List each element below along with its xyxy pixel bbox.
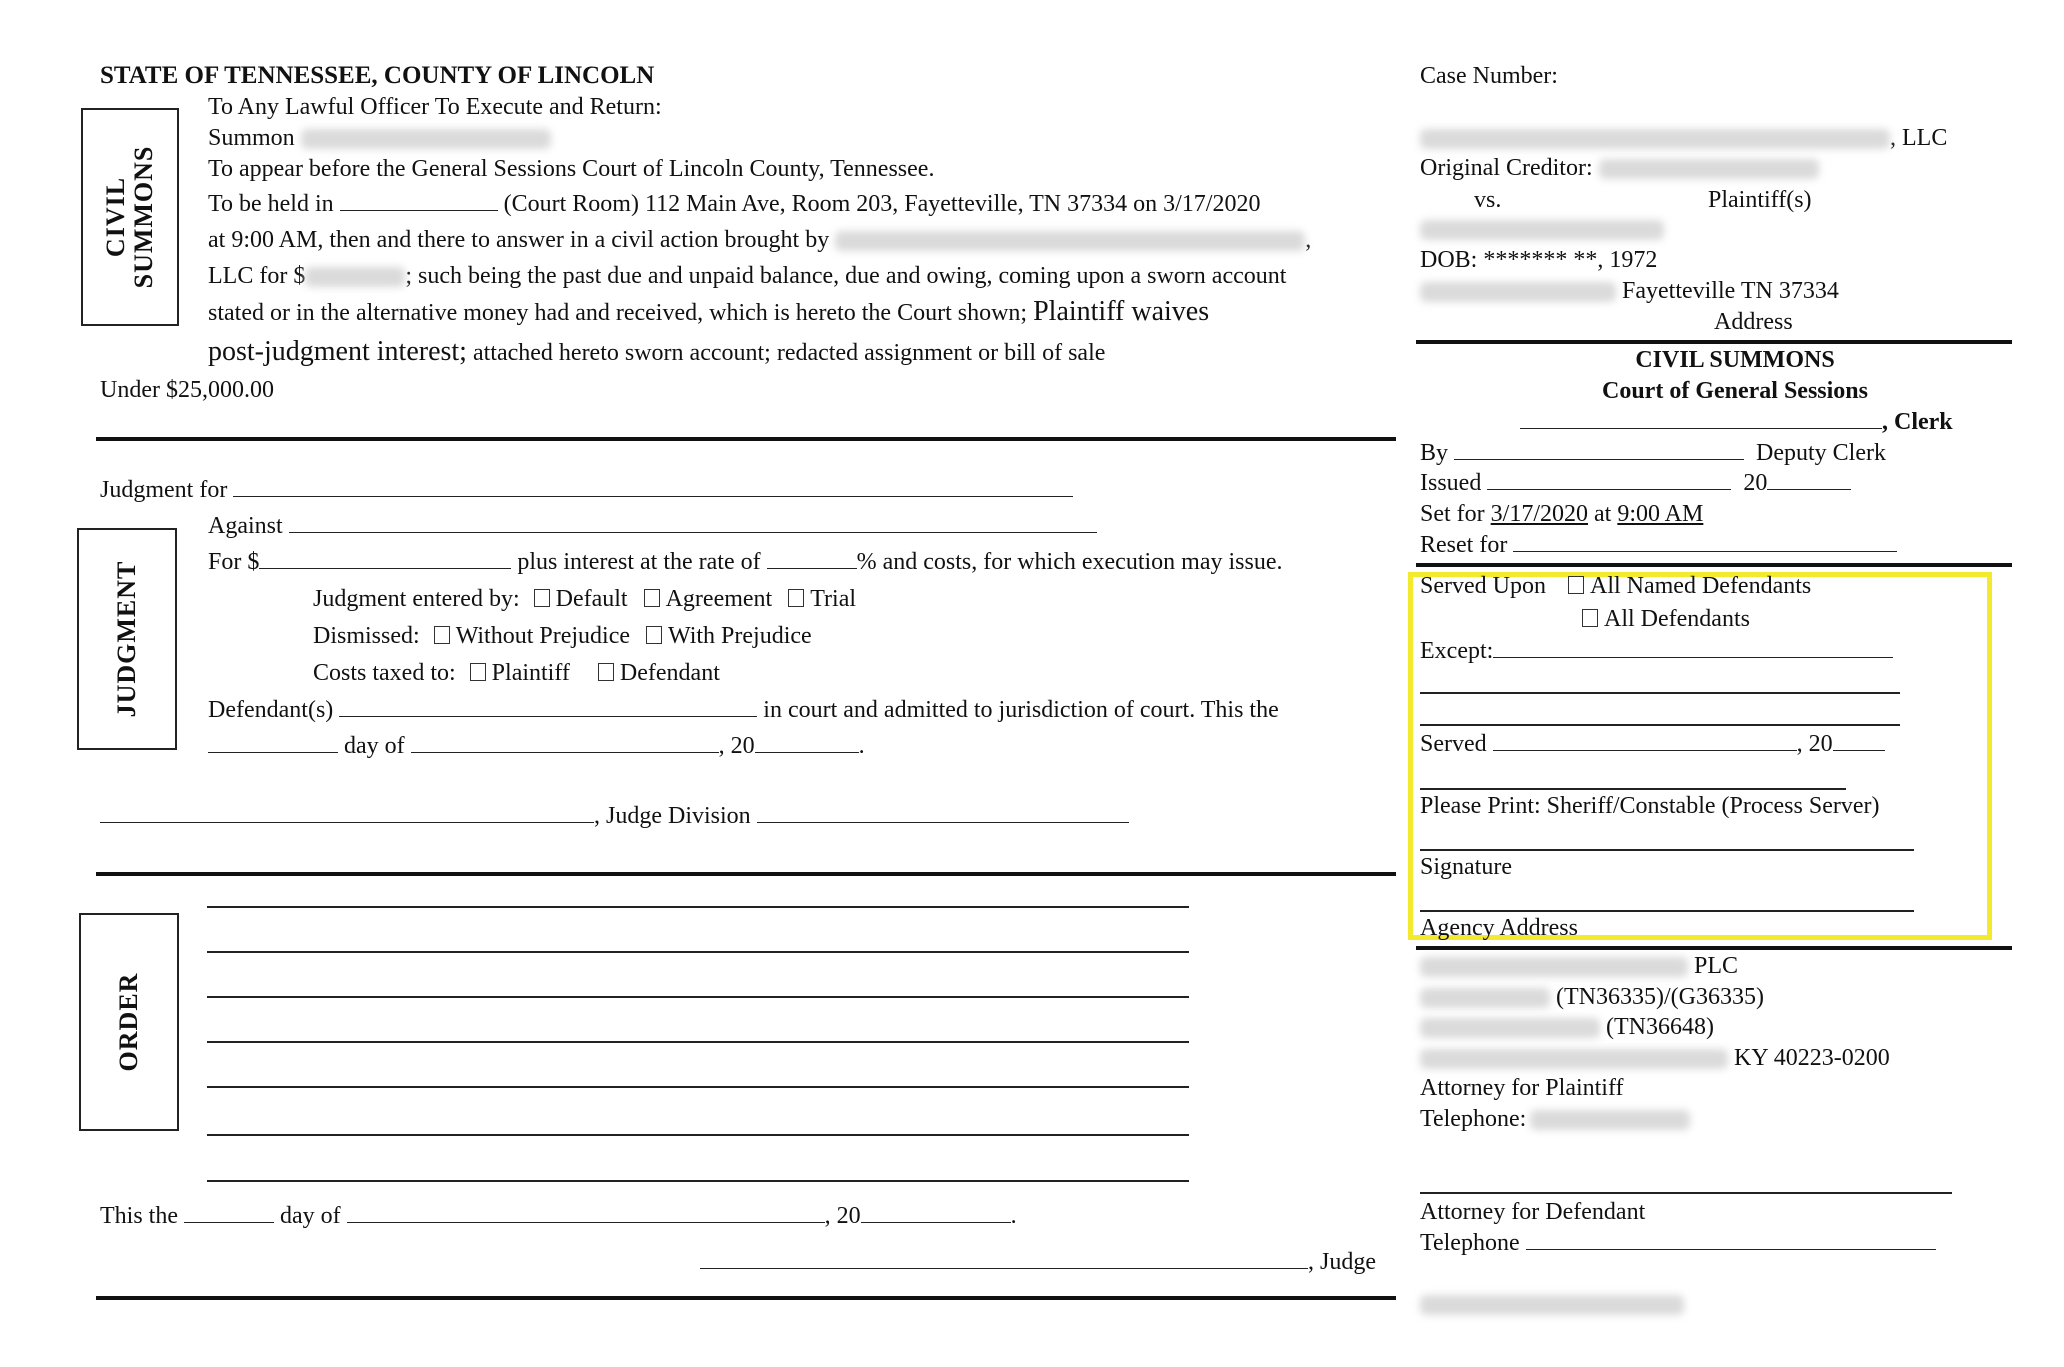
order-label-box (79, 913, 179, 1131)
state-county-title: STATE OF TENNESSEE, COUNTY OF LINCOLN (100, 62, 655, 89)
agency-address-label: Agency Address (1420, 915, 1578, 941)
signature-line[interactable] (1420, 910, 1914, 912)
dismissed-label: Dismissed: (313, 623, 420, 649)
order-day-blank[interactable] (184, 1202, 274, 1223)
right-divider-top (1416, 340, 2012, 344)
defendant-telephone-label: Telephone (1420, 1230, 1520, 1256)
year-label: , 20 (718, 733, 755, 759)
order-year-label: , 20 (824, 1203, 861, 1229)
day-of-label: day of (344, 733, 405, 759)
with-prejudice-checkbox[interactable] (646, 626, 662, 644)
officer-line: To Any Lawful Officer To Execute and Return: (208, 94, 662, 120)
time-line (208, 226, 1311, 254)
judgment-label: JUDGMENT (112, 560, 141, 718)
set-date: 3/17/2020 (1490, 501, 1588, 527)
judge-blank[interactable] (100, 802, 594, 823)
by-blank[interactable] (1454, 439, 1744, 460)
defendant-telephone-blank[interactable] (1526, 1229, 1936, 1250)
without-prejudice-checkbox[interactable] (434, 626, 450, 644)
without-prejudice-label: Without Prejudice (455, 623, 631, 649)
llc-for-suffix: ; such being the past due and unpaid balance, due and owing, coming upon a sworn account (405, 263, 1287, 289)
plaintiff-name-line (1420, 124, 1947, 152)
firm-line (1420, 952, 1738, 980)
vs-label: vs. (1474, 187, 1502, 213)
llc-for-line (208, 262, 1286, 290)
attorney-defendant-line[interactable] (1420, 1192, 1952, 1194)
please-print-label: Please Print: Sheriff/Constable (Process Server) (1420, 793, 1880, 819)
costs-taxed-label: Costs taxed to: (313, 660, 456, 686)
redacted-footer-code (1420, 1295, 1684, 1315)
vs-line (1474, 186, 1501, 214)
redacted-firm (1420, 957, 1688, 977)
time-suffix: , (1305, 227, 1312, 253)
served-upon-label: Served Upon (1420, 573, 1546, 599)
divider-judgment (96, 872, 1396, 876)
served-by-line[interactable] (1420, 788, 1846, 790)
plaintiffs-label: Plaintiff(s) (1708, 187, 1812, 213)
order-line-4[interactable] (207, 1041, 1189, 1043)
order-year-blank[interactable] (861, 1202, 1011, 1223)
issued-year-label: 20 (1743, 470, 1768, 496)
day-blank[interactable] (208, 732, 338, 753)
all-named-checkbox[interactable] (1568, 576, 1584, 594)
except-blank[interactable] (1493, 637, 1893, 658)
trial-checkbox[interactable] (788, 589, 804, 607)
year-blank[interactable] (755, 732, 859, 753)
please-print-line[interactable] (1420, 849, 1914, 851)
plus-interest-label: plus interest at the rate of (517, 549, 761, 575)
redacted-street (1420, 282, 1616, 302)
order-line-1[interactable] (207, 906, 1189, 908)
set-at-label: at (1594, 501, 1612, 527)
order-date-line (100, 1202, 1017, 1230)
plaintiff-waives: Plaintiff waives (1033, 296, 1210, 327)
by-line (1420, 439, 1886, 467)
right-divider-bottom (1416, 946, 2012, 950)
dob-line: DOB: ******* **, 1972 (1420, 247, 1658, 273)
served-line (1420, 730, 1885, 758)
time-prefix: at 9:00 AM, then and there to answer in a civil action brought by (208, 227, 830, 253)
default-label: Default (555, 586, 628, 612)
order-line-2[interactable] (207, 951, 1189, 953)
original-creditor-line (1420, 154, 1819, 182)
judge-division-line (100, 802, 1129, 830)
period: . (858, 733, 865, 759)
order-month-blank[interactable] (347, 1202, 825, 1223)
judgment-for-label: Judgment for (100, 477, 228, 503)
stated-line (208, 298, 1209, 327)
agreement-label: Agreement (665, 586, 773, 612)
day-of-line (208, 732, 865, 760)
city-state-zip: Fayetteville TN 37334 (1622, 278, 1839, 304)
against-line (208, 512, 1097, 540)
defendant-label: Defendant (619, 660, 720, 686)
all-defendants-line (1582, 605, 1750, 633)
summon-line (208, 124, 551, 152)
civil-summons-label: CIVIL SUMMONS (101, 145, 158, 289)
order-line-7[interactable] (207, 1180, 1189, 1182)
redacted-plaintiff-name (835, 231, 1305, 251)
defendant-checkbox[interactable] (598, 663, 614, 681)
against-blank[interactable] (289, 512, 1097, 533)
order-period: . (1010, 1203, 1017, 1229)
except-line-3[interactable] (1420, 724, 1900, 726)
post-judgment: post-judgment interest; (208, 336, 467, 367)
right-divider-mid (1416, 563, 2012, 567)
plaintiff-telephone-line (1420, 1105, 1690, 1133)
redacted-defendant (1420, 220, 1664, 240)
attorney-1-line (1420, 983, 1764, 1011)
signature-label: Signature (1420, 854, 1512, 880)
defendants-blank[interactable] (339, 696, 757, 717)
agreement-checkbox[interactable] (644, 589, 660, 607)
order-judge-label: , Judge (1308, 1249, 1376, 1275)
judgment-for-line (100, 476, 1073, 504)
this-the-label: This the (100, 1203, 178, 1229)
attorney-plaintiff-label: Attorney for Plaintiff (1420, 1075, 1624, 1101)
by-label: By (1420, 440, 1449, 466)
dismissed-line (313, 622, 812, 650)
held-prefix: To be held in (208, 191, 334, 217)
trial-label: Trial (810, 586, 857, 612)
state-zip: KY 40223-0200 (1734, 1045, 1890, 1071)
summon-label: Summon (208, 125, 295, 151)
plaintiff-label: Plaintiff (491, 660, 570, 686)
plaintiff-telephone-label: Telephone: (1420, 1106, 1527, 1132)
except-line-2[interactable] (1420, 692, 1900, 694)
except-line (1420, 637, 1893, 665)
footer-redacted-line (1420, 1290, 1684, 1318)
for-amount-line (208, 548, 1283, 576)
against-label: Against (208, 513, 283, 539)
entered-by-line (313, 585, 856, 613)
attached-line (208, 338, 1105, 367)
attorney-2-line (1420, 1013, 1714, 1041)
defendants-line (208, 696, 1279, 724)
redacted-creditor (1599, 159, 1819, 179)
redacted-po-box (1420, 1049, 1728, 1069)
divider-order (96, 1296, 1396, 1300)
set-for-line (1420, 500, 1703, 528)
redacted-attorney-2 (1420, 1018, 1600, 1038)
appear-line: To appear before the General Sessions Court of Lincoln County, Tennessee. (208, 156, 935, 182)
court-room-blank[interactable] (340, 190, 498, 211)
served-year-label: , 20 (1796, 731, 1833, 757)
address-label: Address (1714, 309, 1793, 335)
all-defendants-label: All Defendants (1604, 606, 1750, 632)
case-number: Case Number: (1420, 63, 1558, 89)
issued-line (1420, 469, 1851, 497)
clerk-blank[interactable] (1520, 408, 1882, 429)
held-suffix: (Court Room) 112 Main Ave, Room 203, Fayetteville, TN 37334 on 3/17/2020 (503, 191, 1261, 217)
attorney-defendant-label: Attorney for Defendant (1420, 1199, 1646, 1225)
month-blank[interactable] (411, 732, 719, 753)
order-line-6[interactable] (207, 1134, 1189, 1136)
default-checkbox[interactable] (534, 589, 550, 607)
reset-for-label: Reset for (1420, 532, 1508, 558)
served-year-blank[interactable] (1833, 730, 1885, 751)
reset-for-line (1420, 531, 1897, 559)
llc-suffix: , LLC (1890, 125, 1948, 151)
civil-summons-title: CIVIL SUMMONS (1635, 347, 1835, 373)
for-dollar-label: For $ (208, 549, 260, 575)
llc-for-label: LLC for $ (208, 263, 306, 289)
plaintiff-checkbox[interactable] (470, 663, 486, 681)
clerk-label: , Clerk (1882, 409, 1953, 435)
set-for-label: Set for (1420, 501, 1485, 527)
entered-by-label: Judgment entered by: (313, 586, 520, 612)
redacted-amount (305, 267, 405, 287)
defendant-telephone-line (1420, 1229, 1936, 1257)
judgment-for-blank[interactable] (233, 476, 1073, 497)
amount-blank[interactable] (259, 548, 511, 569)
redacted-telephone (1530, 1110, 1690, 1130)
all-defendants-checkbox[interactable] (1582, 609, 1598, 627)
order-label: ORDER (114, 972, 143, 1072)
all-named-label: All Named Defendants (1589, 573, 1812, 599)
costs-label: % and costs, for which execution may issue. (856, 549, 1283, 575)
served-label: Served (1420, 731, 1487, 757)
served-blank[interactable] (1493, 730, 1797, 751)
attorney-1-id: (TN36335)/(G36335) (1556, 984, 1764, 1010)
interest-rate-blank[interactable] (767, 548, 857, 569)
order-judge-line (700, 1248, 1376, 1276)
attached-text: attached hereto sworn account; redacted assignment or bill of sale (472, 340, 1106, 366)
deputy-clerk-label: Deputy Clerk (1756, 440, 1886, 466)
issued-year-blank[interactable] (1767, 469, 1851, 490)
po-box-line (1420, 1044, 1890, 1072)
judgment-label-box (77, 528, 177, 750)
with-prejudice-label: With Prejudice (668, 623, 812, 649)
clerk-line (1520, 408, 1953, 436)
defendants-label: Defendant(s) (208, 697, 334, 723)
civil-summons-label-box (81, 108, 179, 326)
redacted-attorney-1 (1420, 988, 1550, 1008)
costs-taxed-line (313, 659, 720, 687)
issued-label: Issued (1420, 470, 1482, 496)
reset-for-blank[interactable] (1513, 531, 1897, 552)
attorney-2-id: (TN36648) (1606, 1014, 1714, 1040)
under-amount: Under $25,000.00 (100, 377, 274, 403)
address-street-line (1420, 277, 1839, 305)
order-line-5[interactable] (207, 1086, 1189, 1088)
held-line (208, 190, 1260, 218)
court-title: Court of General Sessions (1602, 378, 1868, 404)
division-blank[interactable] (757, 802, 1129, 823)
original-creditor-label: Original Creditor: (1420, 155, 1593, 181)
order-judge-blank[interactable] (700, 1248, 1308, 1269)
set-time: 9:00 AM (1617, 501, 1704, 527)
served-upon-line (1420, 572, 1811, 600)
issued-blank[interactable] (1487, 469, 1731, 490)
redacted-plaintiff-llc (1420, 129, 1890, 149)
stated-text: stated or in the alternative money had and received, which is hereto the Court shown; (208, 300, 1028, 326)
order-line-3[interactable] (207, 996, 1189, 998)
order-day-of-label: day of (280, 1203, 341, 1229)
judge-division-label: , Judge Division (594, 803, 751, 829)
defendant-name-line (1420, 215, 1664, 243)
except-label: Except: (1420, 638, 1494, 664)
in-court-label: in court and admitted to jurisdiction of court. This the (763, 697, 1279, 723)
redacted-defendant-name (301, 129, 551, 149)
divider-summons (96, 437, 1396, 441)
plc-label: PLC (1694, 953, 1739, 979)
